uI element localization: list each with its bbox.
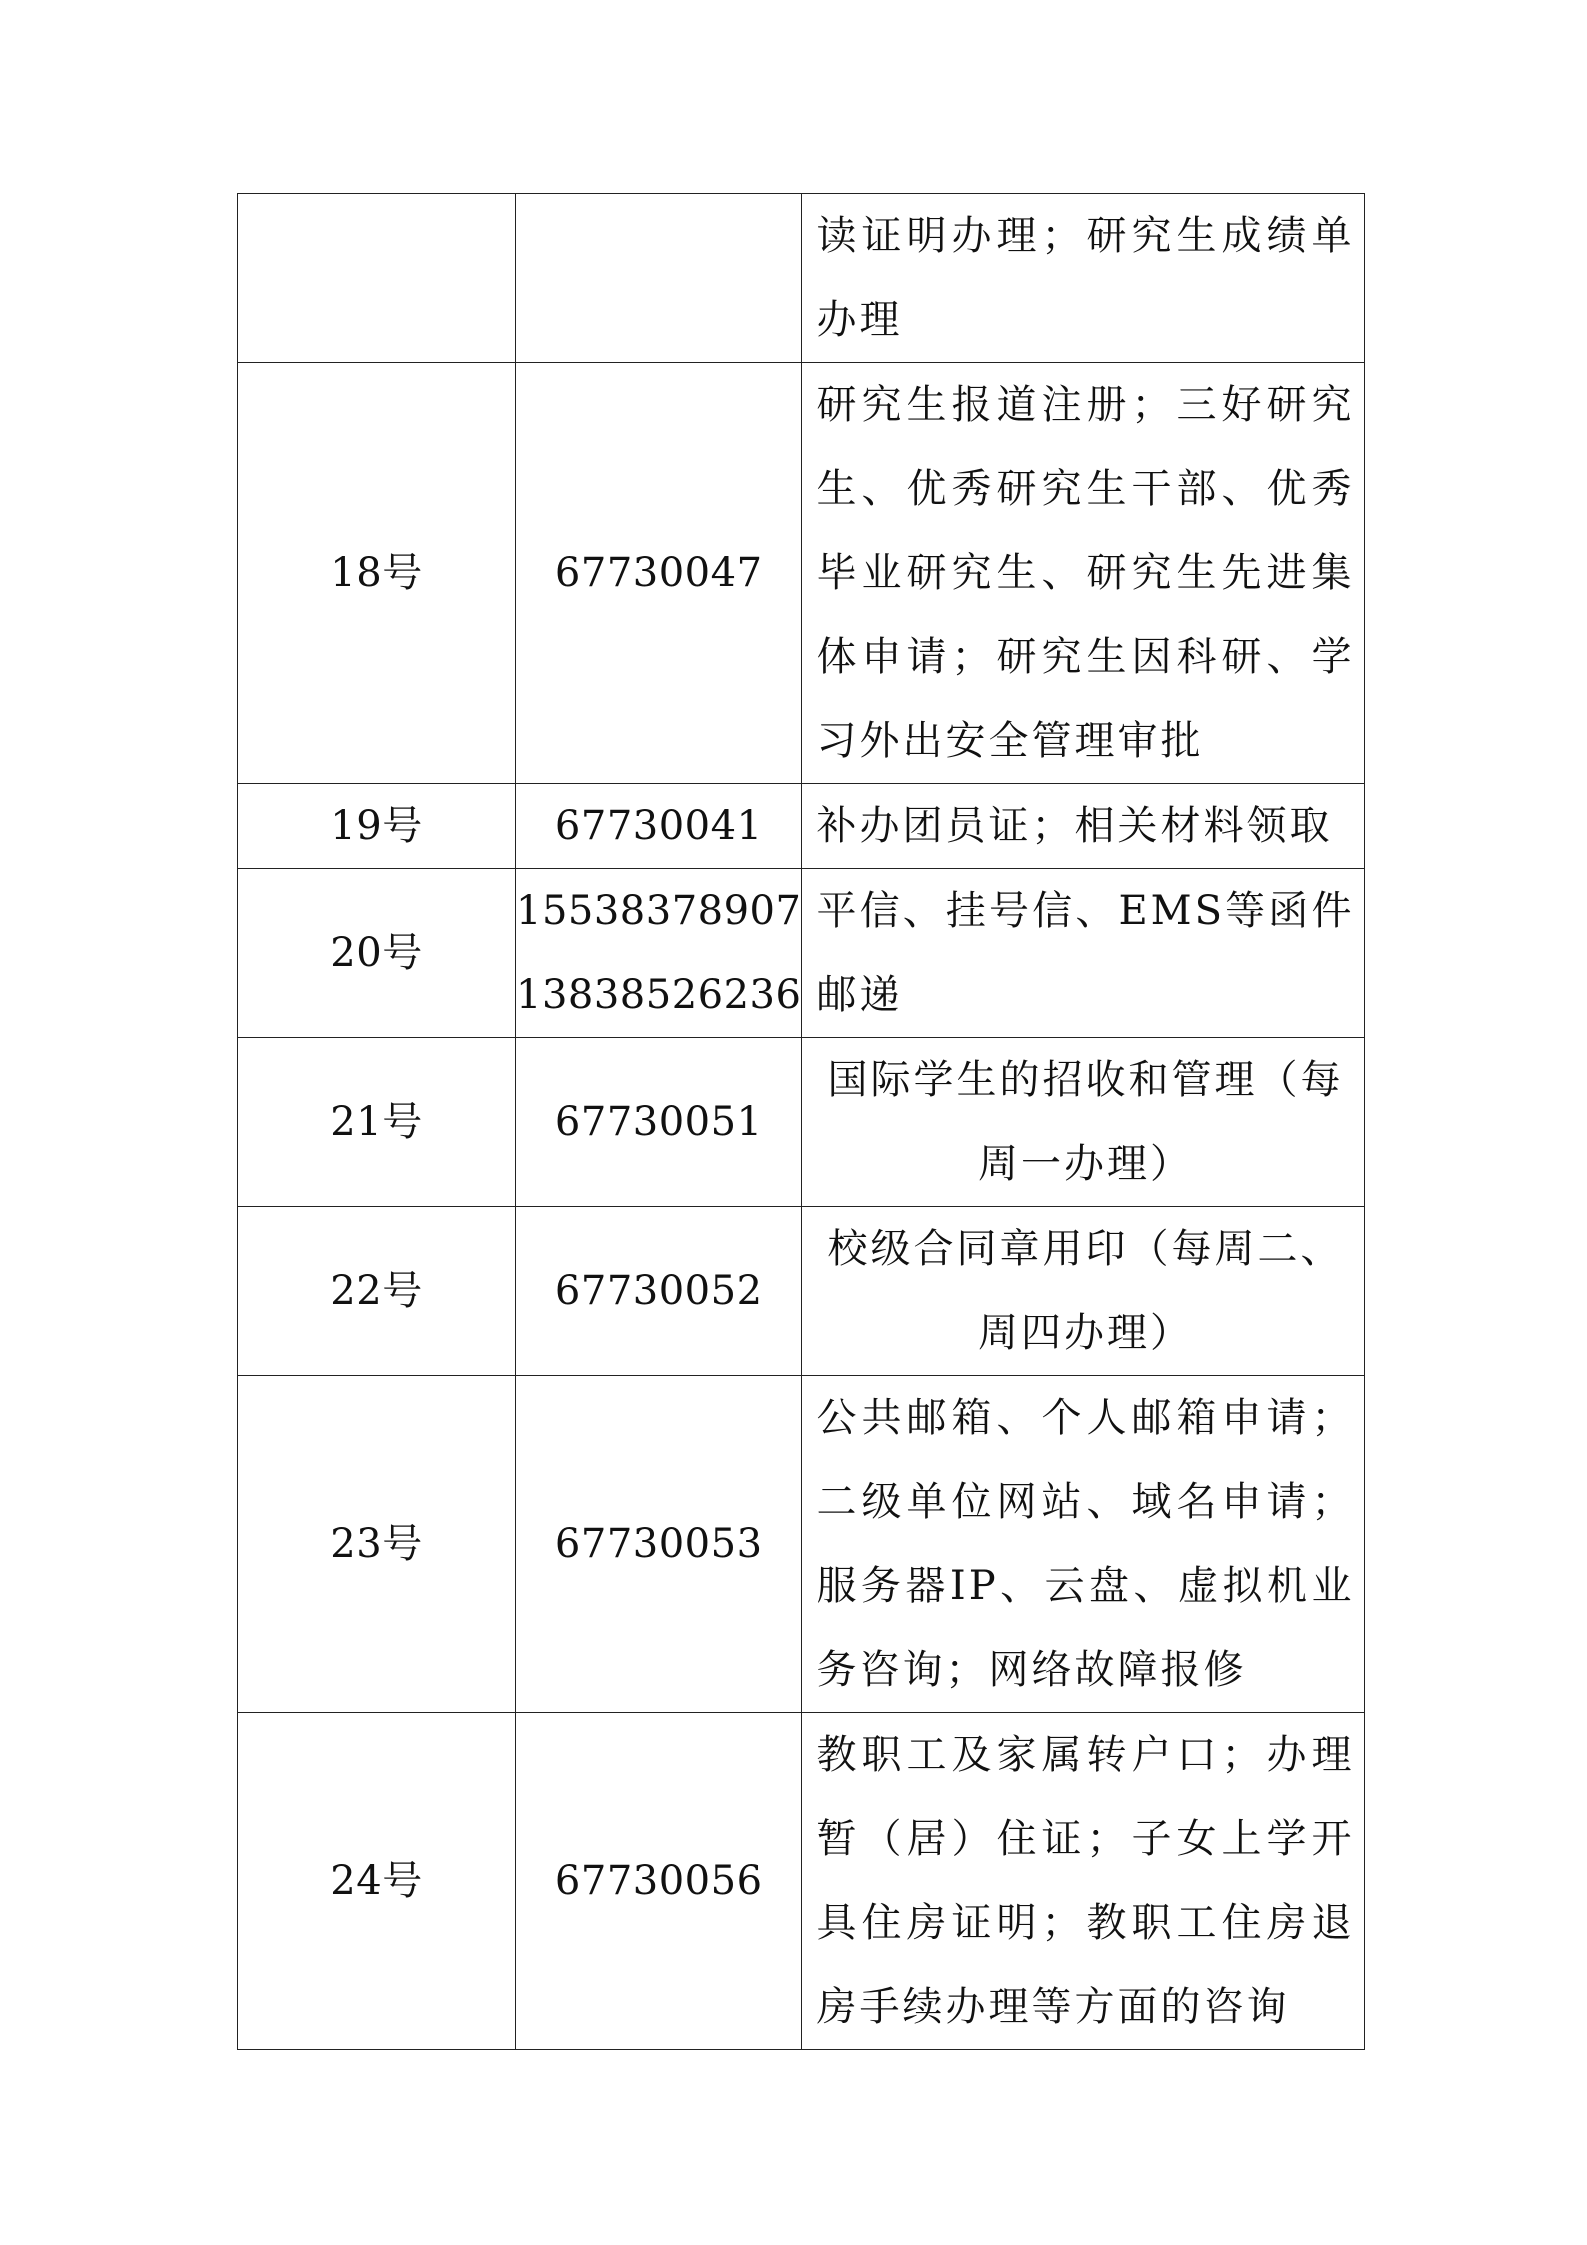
window-number: 23号: [330, 1521, 423, 1567]
service-description-cell: [802, 1207, 1365, 1376]
window-number: 22号: [330, 1268, 423, 1314]
window-number-cell: [238, 784, 516, 869]
phone-number: 67730047: [554, 550, 763, 596]
table-row: [238, 1038, 1365, 1207]
phone-cell: [516, 194, 802, 363]
service-description: 平信、挂号信、EMS等函件邮递: [816, 888, 1355, 1018]
window-number: 18号: [330, 550, 423, 596]
service-description: 公共邮箱、个人邮箱申请；二级单位网站、域名申请；服务器IP、云盘、虚拟机业务咨询；网络故障报修: [816, 1395, 1355, 1693]
service-description-cell: [802, 1038, 1365, 1207]
service-window-table: [237, 193, 1365, 2050]
phone-number: 67730053: [554, 1521, 763, 1567]
window-number-cell: [238, 1207, 516, 1376]
window-number-cell: [238, 1038, 516, 1207]
phone-cell: [516, 1207, 802, 1376]
phone-number: 67730056: [554, 1858, 763, 1904]
table-row: [238, 363, 1365, 784]
table-row: [238, 194, 1365, 363]
phone-cell: [516, 1038, 802, 1207]
window-number-cell: [238, 1713, 516, 2050]
service-description: 校级合同章用印（每周二、周四办理）: [827, 1226, 1344, 1356]
service-description: 补办团员证；相关材料领取: [816, 803, 1333, 849]
phone-number: 67730051: [554, 1099, 763, 1145]
window-number-cell: [238, 1376, 516, 1713]
window-number: 24号: [330, 1858, 423, 1904]
window-number: 19号: [330, 803, 423, 849]
phone-number: 67730041: [554, 803, 763, 849]
table-row: [238, 1376, 1365, 1713]
phone-cell: [516, 363, 802, 784]
table-row: [238, 1207, 1365, 1376]
service-description-cell: [802, 1376, 1365, 1713]
service-description: 研究生报道注册；三好研究生、优秀研究生干部、优秀毕业研究生、研究生先进集体申请；研究生因科研、学习外出安全管理审批: [816, 382, 1355, 764]
service-description-cell: [802, 363, 1365, 784]
phone-number: 15538378907: [516, 888, 802, 934]
window-number-cell: [238, 194, 516, 363]
phone-number: 67730052: [554, 1268, 763, 1314]
window-number: 20号: [330, 930, 423, 976]
phone-number: 13838526236: [516, 972, 802, 1018]
table-row: [238, 1713, 1365, 2050]
phone-cell: [516, 784, 802, 869]
table-row: [238, 869, 1365, 1038]
service-description: 国际学生的招收和管理（每周一办理）: [827, 1057, 1344, 1187]
service-description-cell: [802, 1713, 1365, 2050]
phone-cell: [516, 1713, 802, 2050]
window-number-cell: [238, 869, 516, 1038]
phone-cell: [516, 869, 802, 1038]
service-description: 读证明办理；研究生成绩单办理: [816, 213, 1355, 343]
window-number: 21号: [330, 1099, 423, 1145]
table-row: [238, 784, 1365, 869]
service-description-cell: [802, 194, 1365, 363]
service-description-cell: [802, 869, 1365, 1038]
window-number-cell: [238, 363, 516, 784]
phone-cell: [516, 1376, 802, 1713]
service-description-cell: [802, 784, 1365, 869]
service-description: 教职工及家属转户口；办理暂（居）住证；子女上学开具住房证明；教职工住房退房手续办理等方面的咨询: [816, 1732, 1355, 2030]
